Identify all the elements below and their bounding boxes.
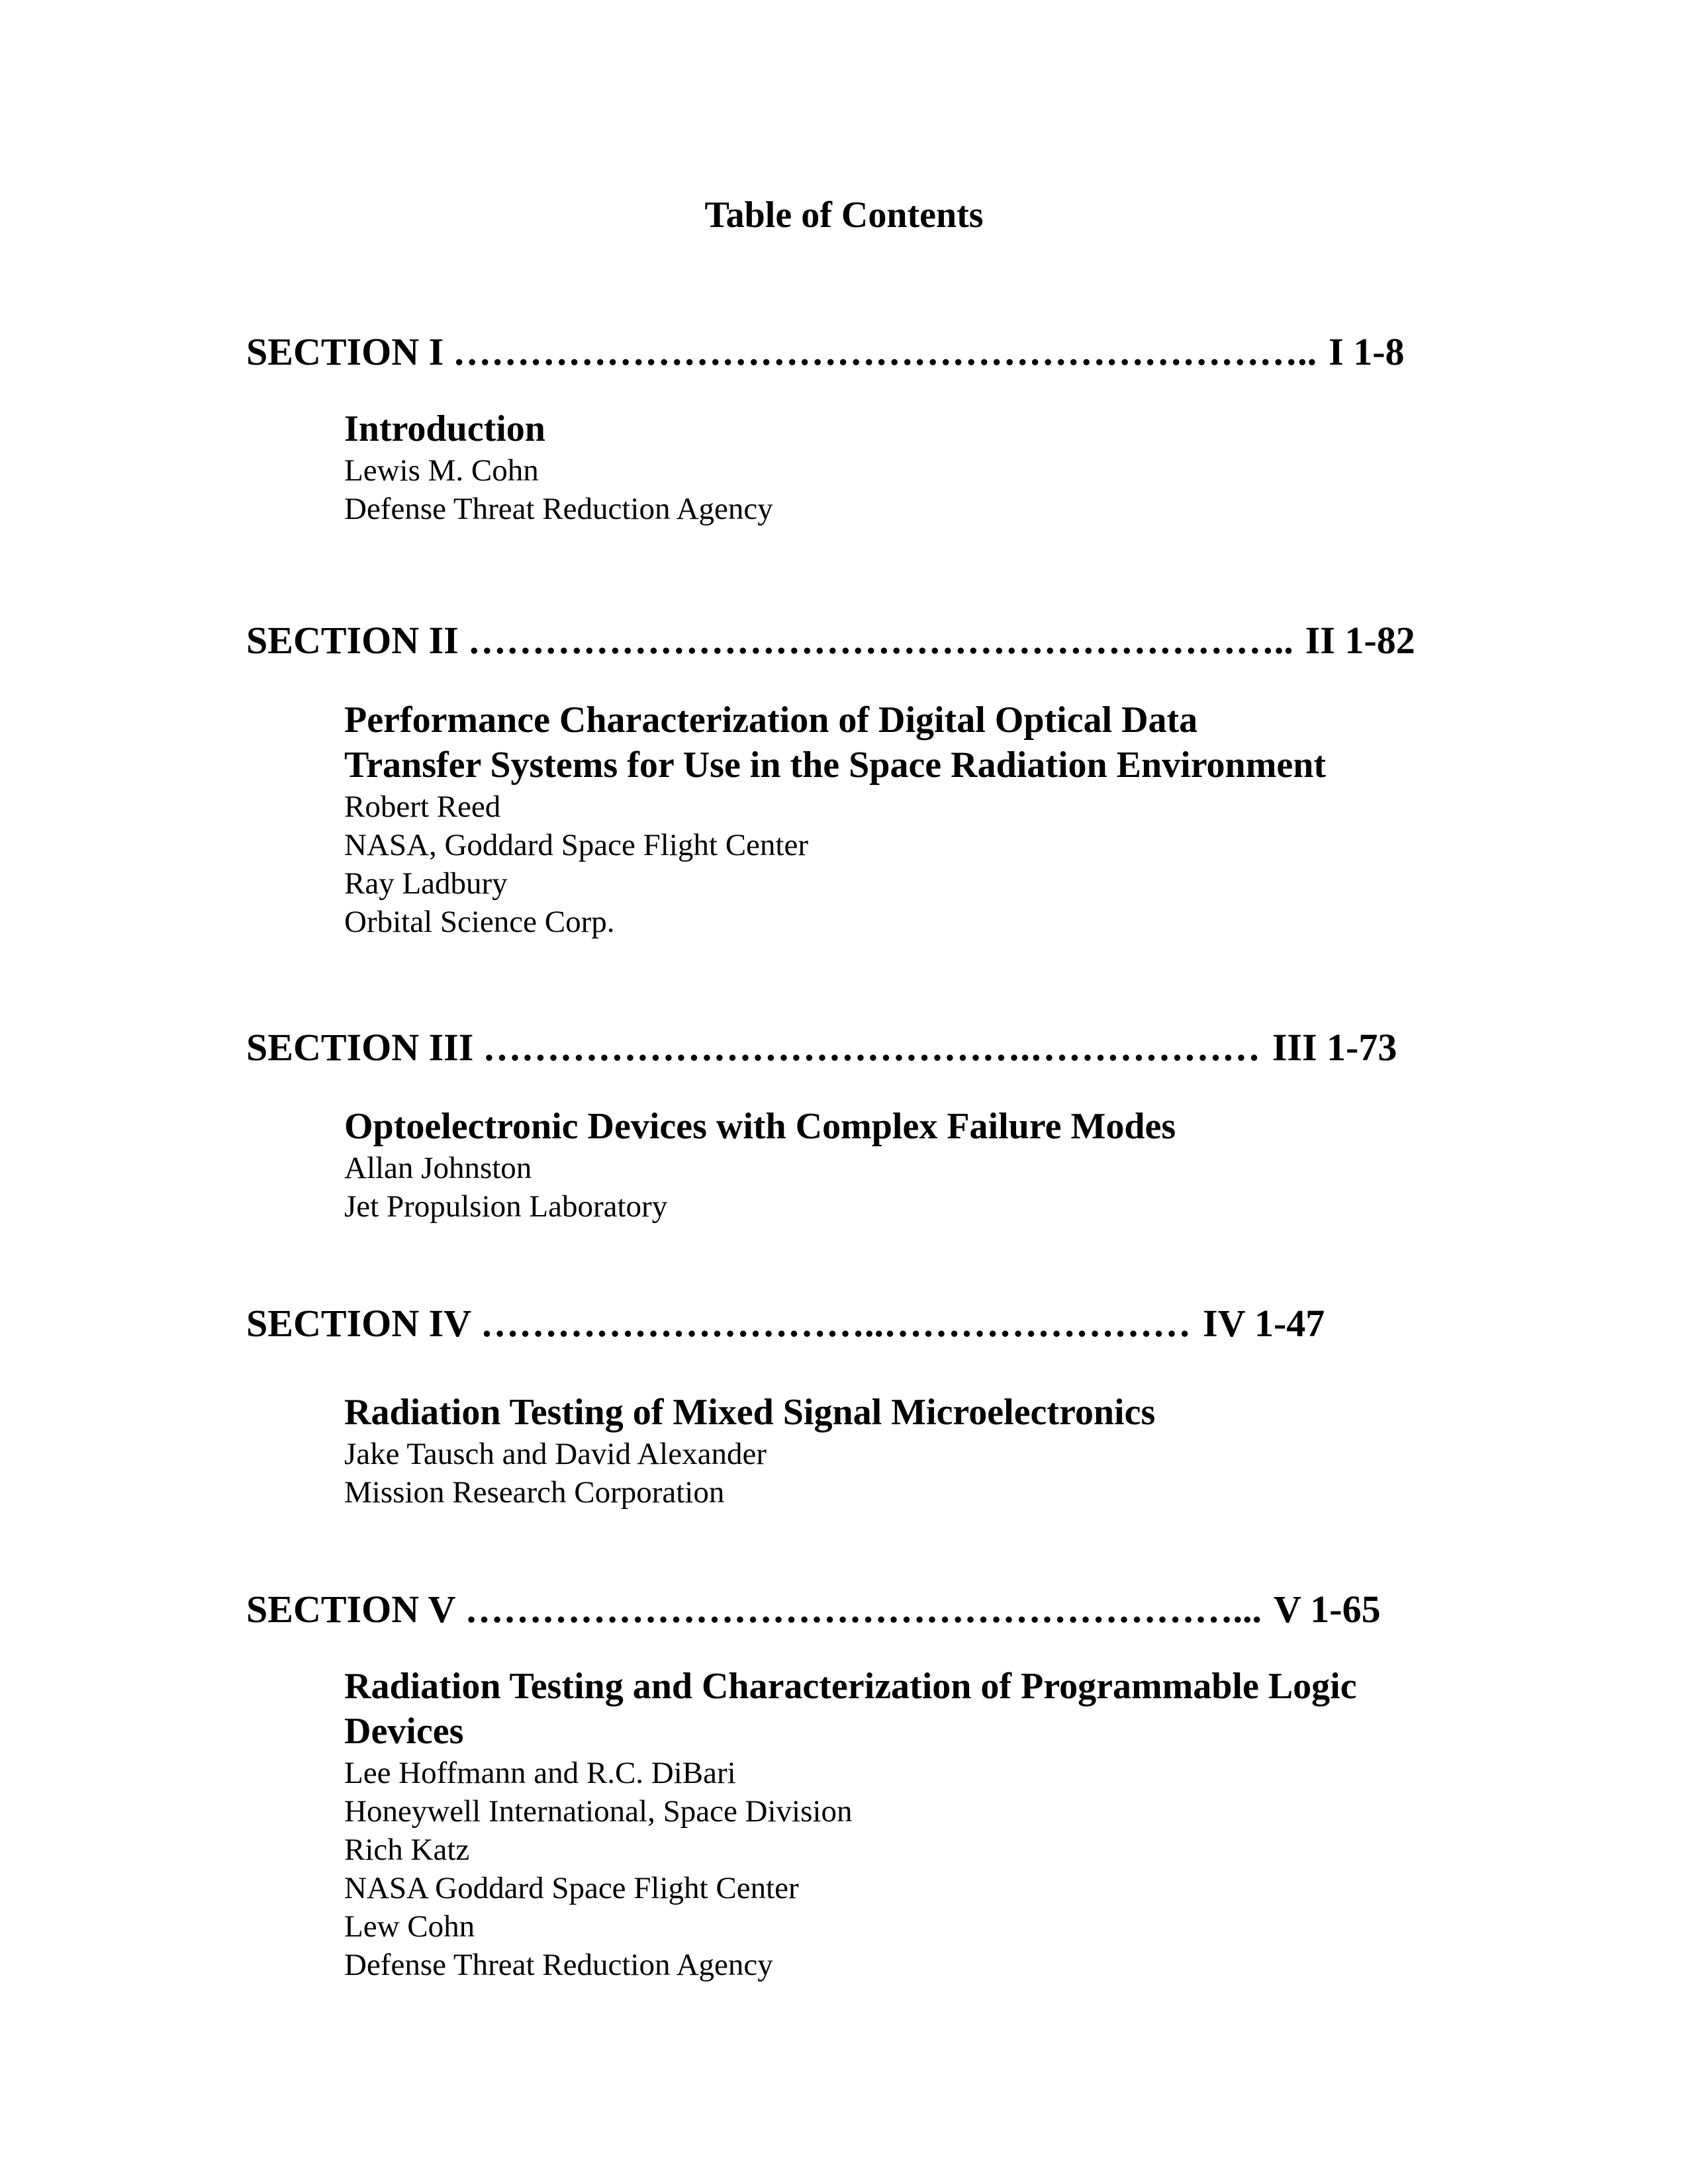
entry-affiliation: NASA, Goddard Space Flight Center	[344, 828, 808, 862]
entry-title: Transfer Systems for Use in the Space Radiation Environment	[344, 745, 1326, 786]
entry-author: Jake Tausch and David Alexander	[344, 1437, 767, 1471]
section-heading	[246, 1024, 1397, 1071]
entry-affiliation: Defense Threat Reduction Agency	[344, 1948, 773, 1982]
entry-title: Devices	[344, 1711, 464, 1752]
dot-leader: …………………………..……………………	[481, 1302, 1192, 1345]
page-title: Table of Contents	[704, 195, 984, 236]
section-heading	[246, 1586, 1381, 1633]
page-range: V 1-65	[1273, 1588, 1381, 1631]
entry-title: Performance Characterization of Digital Optical Data	[344, 700, 1198, 741]
entry-affiliation: Jet Propulsion Laboratory	[344, 1189, 668, 1224]
section-entry	[344, 698, 1326, 941]
entry-author: Rich Katz	[344, 1833, 470, 1867]
section-label: SECTION II	[246, 619, 459, 662]
dot-leader: …………………………………….………………	[483, 1026, 1260, 1069]
section-heading	[246, 328, 1405, 376]
section-entry	[344, 1390, 1155, 1512]
entry-author: Robert Reed	[344, 790, 501, 824]
section-label: SECTION III	[246, 1026, 474, 1069]
page-range: III 1-73	[1272, 1026, 1397, 1069]
page-range: I 1-8	[1329, 330, 1405, 373]
entry-affiliation: Orbital Science Corp.	[344, 905, 615, 939]
page-range: II 1-82	[1305, 619, 1415, 662]
dot-leader: ……………………………………………………...	[465, 1588, 1262, 1631]
entry-affiliation: Mission Research Corporation	[344, 1475, 725, 1510]
entry-title: Introduction	[344, 408, 545, 449]
dot-leader: …………………………………………………………..	[453, 330, 1317, 373]
section-label: SECTION I	[246, 330, 444, 373]
entry-author: Lewis M. Cohn	[344, 453, 539, 488]
entry-title: Radiation Testing of Mixed Signal Microelectronics	[344, 1392, 1156, 1433]
dot-leader: ………………………………………………………..	[467, 619, 1293, 662]
section-entry	[344, 1664, 1357, 1984]
entry-author: Allan Johnston	[344, 1151, 532, 1185]
entry-title: Radiation Testing and Characterization of Programmable Logic	[344, 1666, 1357, 1707]
entry-affiliation: Honeywell International, Space Division	[344, 1794, 853, 1829]
section-entry	[344, 1104, 1176, 1226]
entry-author: Ray Ladbury	[344, 866, 508, 901]
page-range: IV 1-47	[1203, 1302, 1325, 1345]
entry-affiliation: Defense Threat Reduction Agency	[344, 492, 773, 526]
section-label: SECTION IV	[246, 1302, 472, 1345]
section-label: SECTION V	[246, 1588, 456, 1631]
entry-author: Lee Hoffmann and R.C. DiBari	[344, 1756, 736, 1790]
section-heading	[246, 1300, 1325, 1347]
section-entry	[344, 406, 773, 528]
entry-title: Optoelectronic Devices with Complex Failure Modes	[344, 1106, 1176, 1147]
entry-affiliation: NASA Goddard Space Flight Center	[344, 1871, 799, 1905]
section-heading	[246, 617, 1415, 664]
entry-author: Lew Cohn	[344, 1909, 475, 1944]
